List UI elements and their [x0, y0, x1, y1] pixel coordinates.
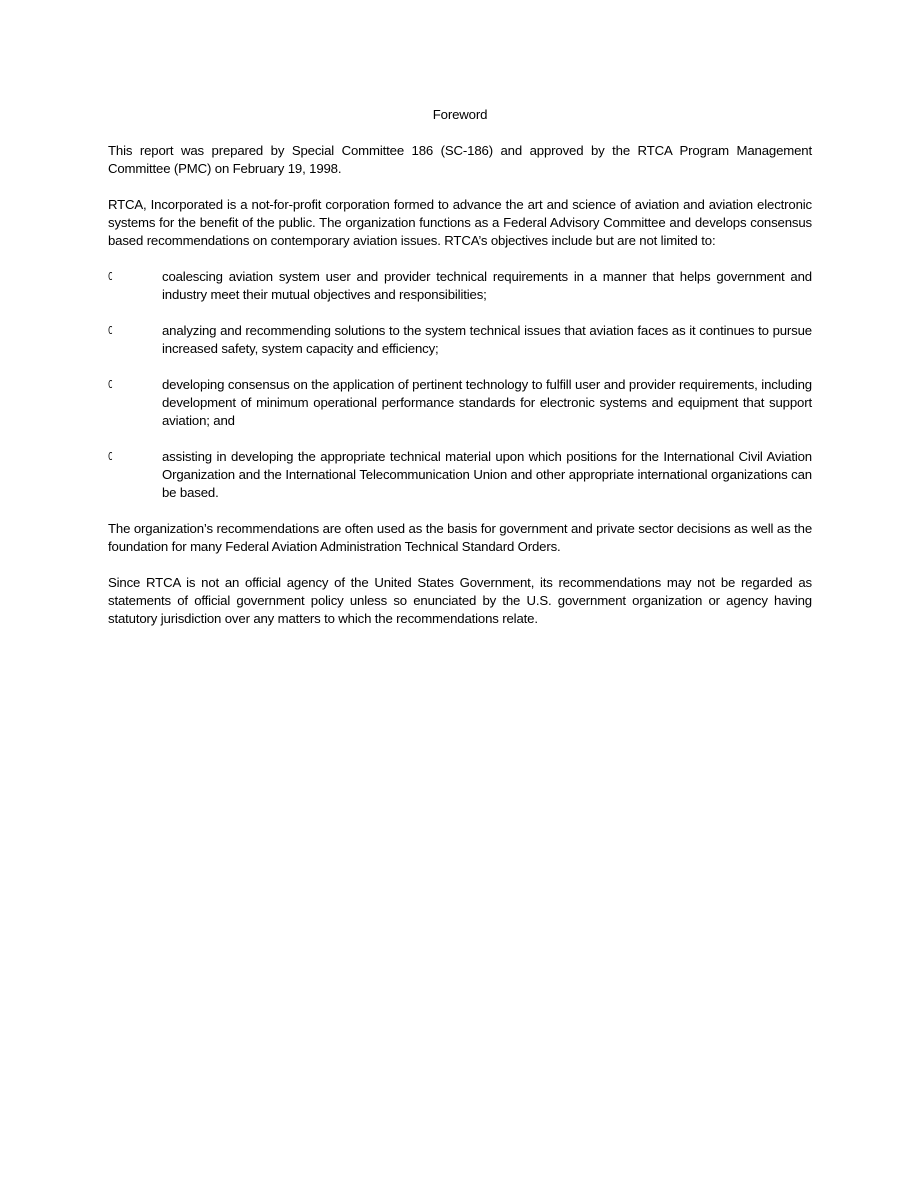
bullet-marker: C — [108, 270, 113, 283]
list-item-text: developing consensus on the application of pertinent technology to fulfill user and provider requirements, including development of minimum operational performance standards for electronic systems and equipment that support aviation; and — [162, 377, 812, 428]
bullet-marker: C — [108, 324, 113, 337]
list-item — [108, 322, 812, 358]
list-item-text: assisting in developing the appropriate technical material upon which positions for the International Civil Aviation Organization and the International Telecommunication Union and other appropriate international organizations can be based. — [162, 449, 812, 500]
page-title: Foreword — [432, 107, 488, 122]
paragraph-rtca-description: RTCA, Incorporated is a not-for-profit corporation formed to advance the art and science of aviation and aviation electronic systems for the benefit of the public. The organization functions as a Federal Advisory Committee and develops consensus based recommendations on contemporary aviation issues. RTCA’s objectives include but are not limited to: — [108, 197, 812, 248]
paragraph-recommendations-basis: The organization’s recommendations are often used as the basis for government and private sector decisions as well as the foundation for many Federal Aviation Administration Technical Standard Orders. — [108, 521, 812, 554]
list-item-text: analyzing and recommending solutions to the system technical issues that aviation faces as it continues to pursue increased safety, system capacity and efficiency; — [162, 323, 812, 356]
list-item — [108, 268, 812, 304]
objectives-list — [108, 268, 812, 502]
document-page — [108, 106, 812, 646]
bullet-marker: C — [108, 450, 113, 463]
bullet-marker: C — [108, 378, 113, 391]
paragraph-prepared-by: This report was prepared by Special Committee 186 (SC-186) and approved by the RTCA Program Management Committee (PMC) on February 19, 1998. — [108, 143, 812, 176]
paragraph-not-official-agency: Since RTCA is not an official agency of the United States Government, its recommendations may not be regarded as statements of official government policy unless so enunciated by the U.S. government organization or agency having statutory jurisdiction over any matters to which the recommendations relate. — [108, 575, 812, 626]
list-item — [108, 448, 812, 502]
list-item-text: coalescing aviation system user and provider technical requirements in a manner that helps government and industry meet their mutual objectives and responsibilities; — [162, 269, 812, 302]
list-item — [108, 376, 812, 430]
